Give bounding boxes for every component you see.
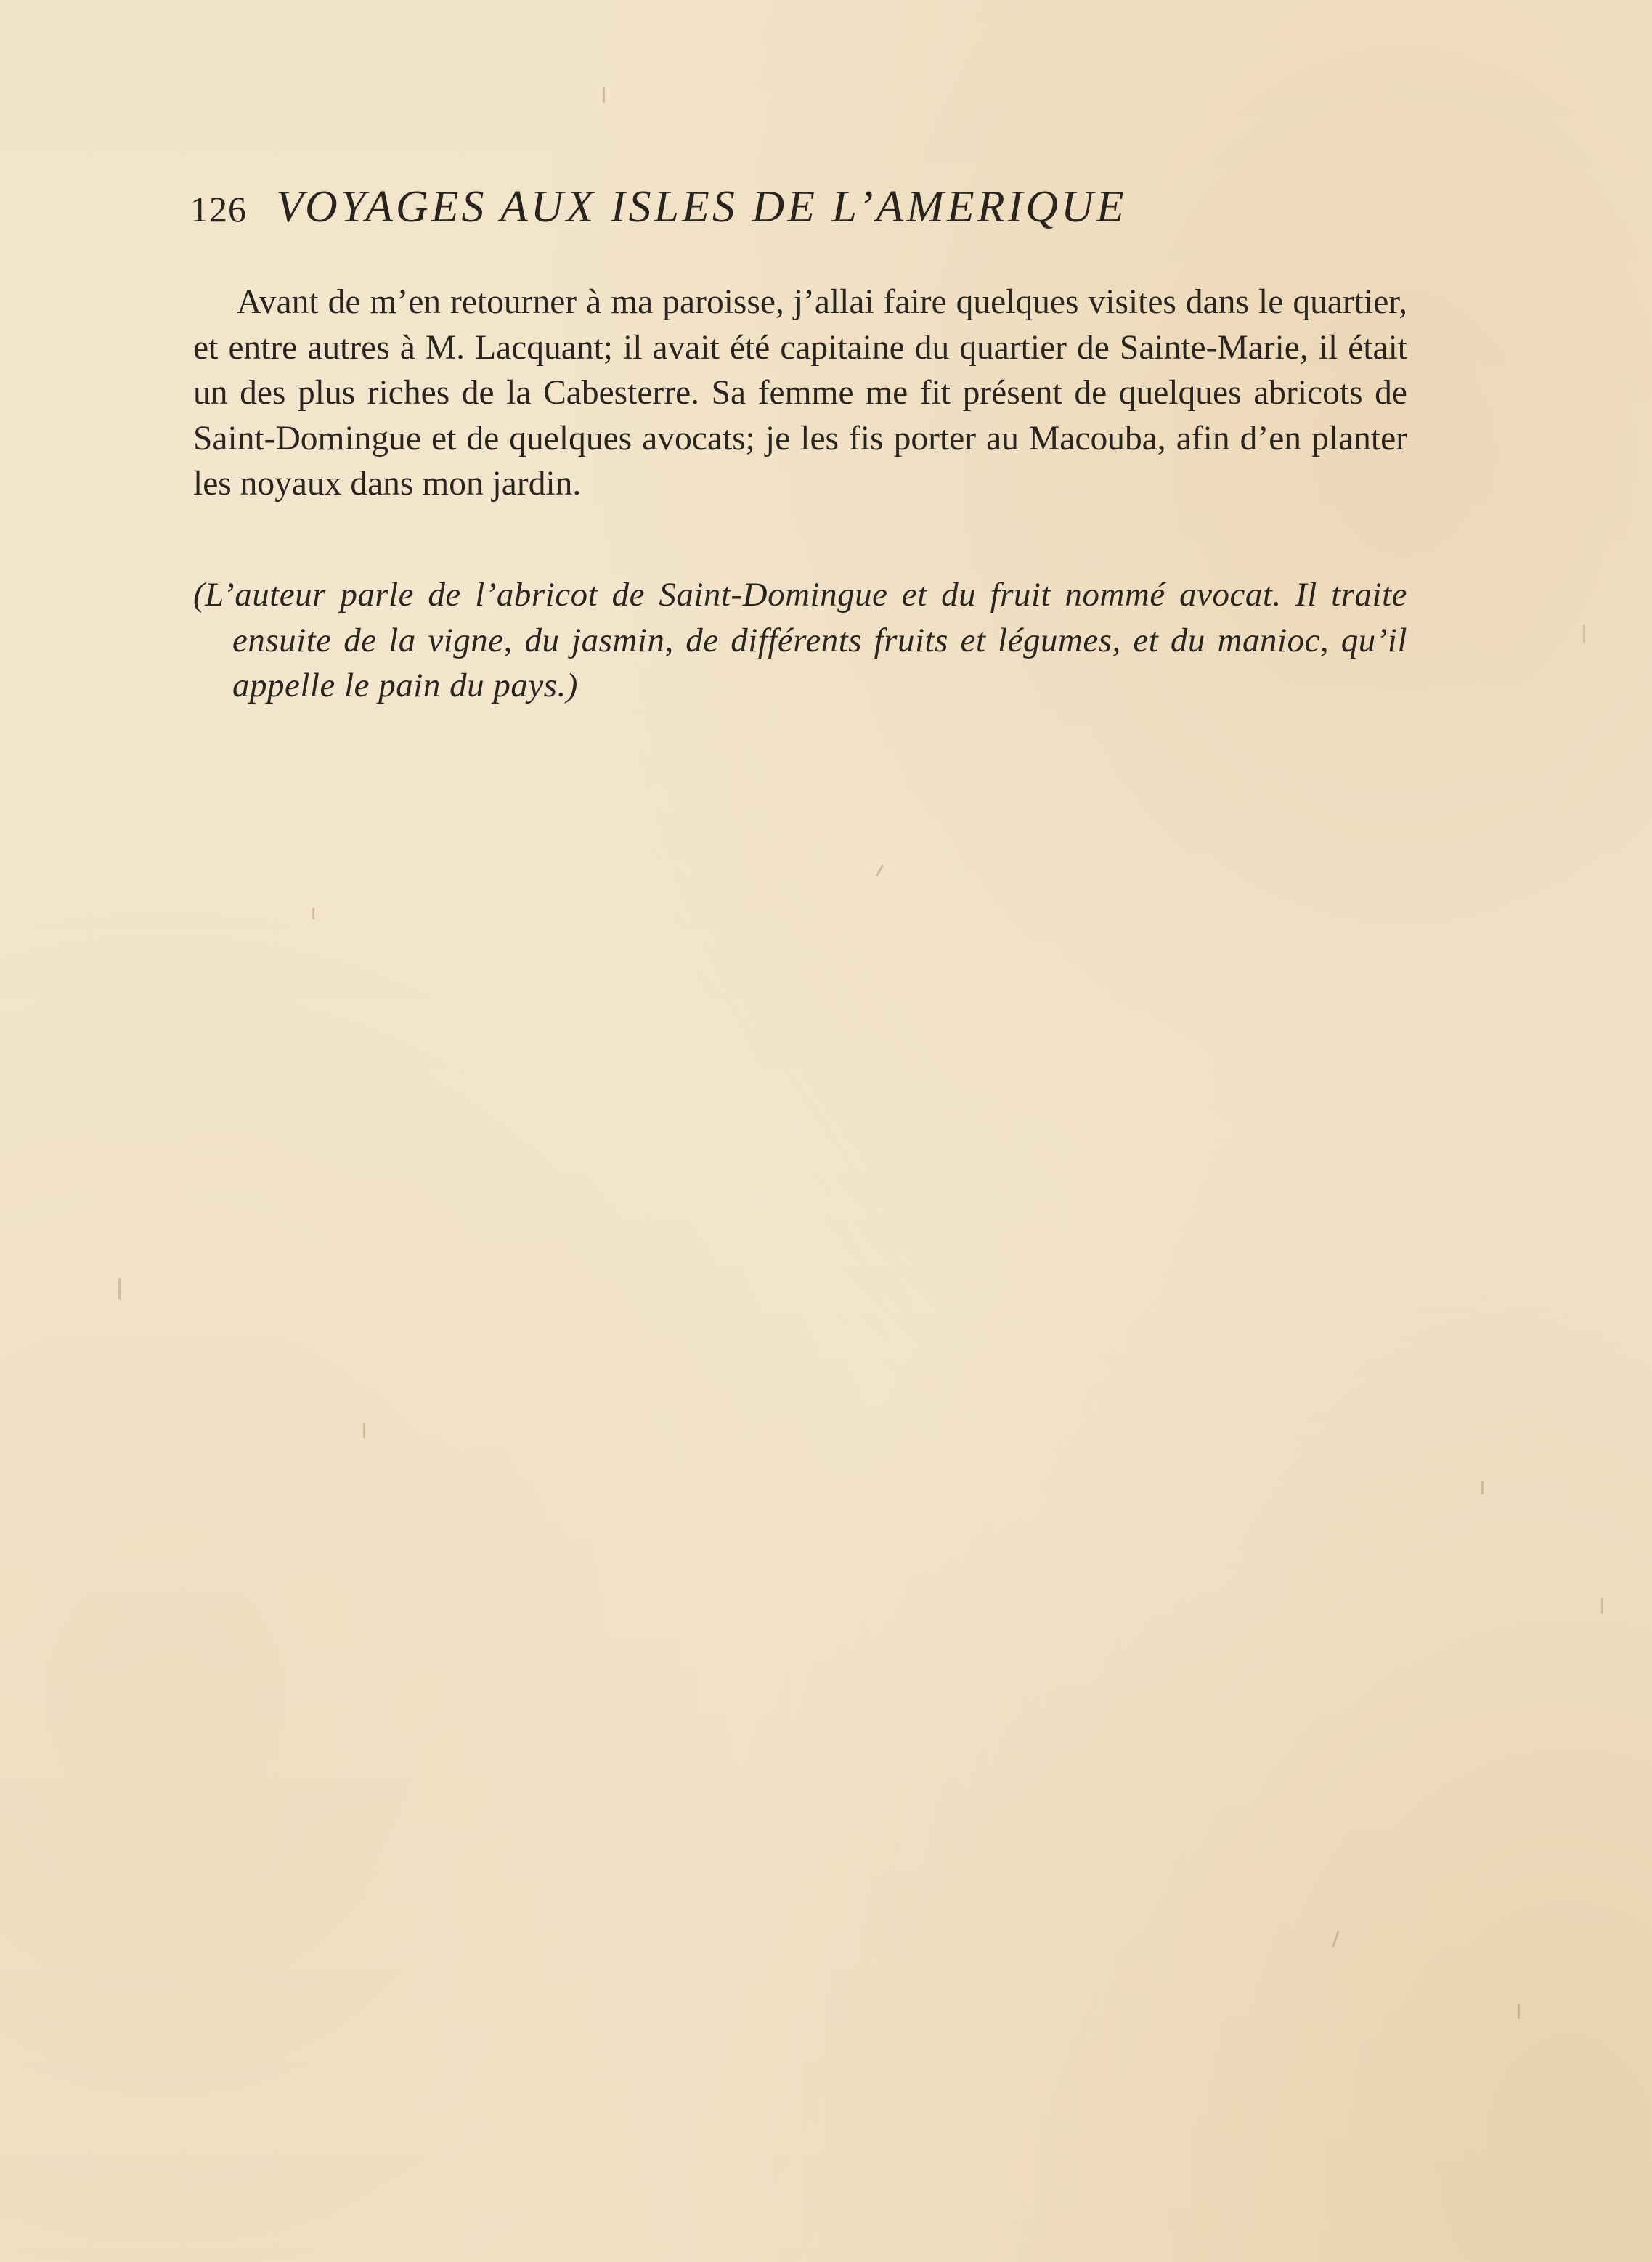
paper-speck — [1481, 1481, 1484, 1494]
paper-speck — [876, 864, 884, 876]
page-number: 126 — [190, 189, 247, 229]
paper-speck — [603, 87, 605, 103]
editorial-note-text: (L’auteur parle de l’abricot de Saint-Domingue et du fruit nommé avocat. Il traite ensuite de la vigne, du jasmin, de différents fruits et légumes, et du manioc, qu’il appelle le pain du pays.) — [193, 576, 1407, 704]
paper-speck — [363, 1423, 365, 1438]
running-header — [190, 182, 1425, 247]
editorial-note — [193, 572, 1407, 709]
paper-speck — [118, 1278, 121, 1300]
paper-speck — [312, 908, 314, 919]
body-paragraph: Avant de m’en retourner à ma paroisse, j’allai faire quelques visites dans le quartier, et entre autres à M. Lacquant; il avait été capitaine du quartier de Sainte-Marie, il était un des plus riches de la Cabesterre. Sa femme me fit présent de quelques abricots de Saint-Domingue et de quelques avocats; je les fis porter au Macouba, afin d’en planter les noyaux dans mon jardin. — [193, 283, 1407, 503]
paper-speck — [1601, 1598, 1603, 1614]
paper-speck — [1518, 2004, 1520, 2019]
running-title: VOYAGES AUX ISLES DE L’AMERIQUE — [276, 182, 1127, 232]
paper-speck — [1332, 1930, 1339, 1948]
main-text — [193, 280, 1407, 507]
paper-speck — [1583, 625, 1585, 643]
